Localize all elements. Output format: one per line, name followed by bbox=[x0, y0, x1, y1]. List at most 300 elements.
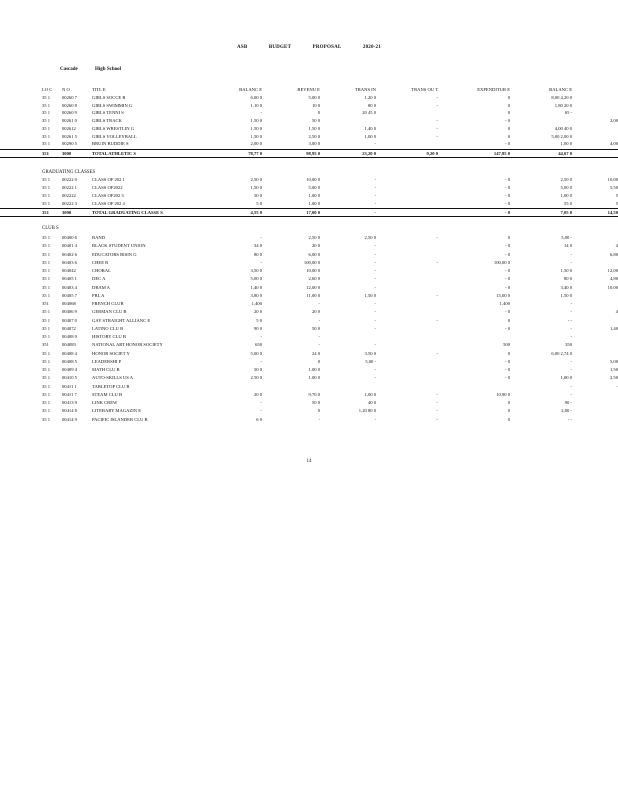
cell-over: 10,00 bbox=[607, 177, 618, 183]
cell-rev: 1,50 0 bbox=[308, 125, 320, 131]
cell-tin: - bbox=[374, 367, 376, 373]
cell-tin: - bbox=[374, 210, 376, 216]
cell-bale: 6,00 2,74 0 bbox=[551, 350, 572, 356]
cell-loc: 35 1 bbox=[42, 383, 51, 389]
cell-bal: 5 0 bbox=[256, 200, 262, 206]
cell-tin: 23,20 0 bbox=[362, 150, 376, 156]
table-row bbox=[0, 399, 618, 406]
cell-rev: 2,50 0 bbox=[308, 235, 320, 241]
cell-tin: - bbox=[374, 301, 376, 307]
cell-exp: - 0 bbox=[505, 141, 510, 147]
cell-tin: - bbox=[374, 185, 376, 191]
cell-tout: - bbox=[436, 118, 438, 124]
table-row bbox=[0, 242, 618, 249]
cell-tin: 3,50 0 bbox=[364, 350, 376, 356]
cell-rev: 6,00 0 bbox=[308, 251, 320, 257]
cell-loc: 35 1 bbox=[42, 235, 51, 241]
table-row bbox=[0, 308, 618, 315]
cell-bal: 1,50 0 bbox=[250, 133, 262, 139]
cell-tin: - bbox=[374, 251, 376, 257]
cell-no: 00401 4 bbox=[62, 243, 77, 249]
cell-loc: 35 1 bbox=[42, 268, 51, 274]
cell-title: CLASS OF 202 1 bbox=[92, 177, 125, 183]
table-row bbox=[0, 325, 618, 332]
cell-no: 00222 0 bbox=[62, 177, 77, 183]
col-trans-out: TRANS OU T bbox=[411, 87, 438, 92]
cell-rev: 10,00 0 bbox=[306, 177, 320, 183]
table-row bbox=[0, 292, 618, 299]
cell-title: STEAM CLU B bbox=[92, 391, 123, 397]
cell-title: TOTAL ATHLETIC S bbox=[92, 150, 136, 156]
cell-bal: 1,40 0 bbox=[250, 284, 262, 290]
cell-bal: - bbox=[260, 408, 262, 414]
table-row bbox=[0, 267, 618, 274]
cell-bal: 20 0 bbox=[253, 309, 262, 315]
cell-rev: 1,00 0 bbox=[308, 200, 320, 206]
cell-bale: - bbox=[570, 367, 572, 373]
col-title: TITL E bbox=[92, 87, 106, 92]
cell-rev: 1,00 0 bbox=[308, 367, 320, 373]
cell-bale: 2,50 0 bbox=[560, 177, 572, 183]
cell-bal: - bbox=[260, 235, 262, 241]
cell-over: 14,50 bbox=[607, 210, 618, 216]
table-row bbox=[0, 109, 618, 116]
cell-title: HONOR SOCIET Y bbox=[92, 350, 130, 356]
table-row bbox=[0, 350, 618, 357]
cell-title: TOTAL GRADUATING CLASSE S bbox=[92, 210, 163, 216]
cell-rev: 11,00 0 bbox=[306, 292, 320, 298]
cell-loc: 35 1 bbox=[42, 95, 51, 100]
cell-over: 5,00 bbox=[609, 358, 618, 364]
col-balance: BALANC E bbox=[239, 87, 262, 92]
cell-bale: - bbox=[570, 309, 572, 315]
cell-bal: 90 0 bbox=[253, 325, 262, 331]
cell-no: 00222 1 bbox=[62, 185, 77, 191]
cell-loc: 35 1 bbox=[42, 325, 51, 331]
cell-title: TABLETOP CLU B bbox=[92, 383, 130, 389]
cell-loc: 35 1 bbox=[42, 408, 51, 414]
clubs-heading: CLUB S bbox=[42, 226, 59, 232]
cell-exp: - 0 bbox=[505, 185, 510, 191]
cell-title: BLACK STUDENT UNION bbox=[92, 243, 146, 249]
cell-rev: - bbox=[318, 334, 320, 340]
classes-total-row bbox=[0, 208, 618, 217]
cell-no: 00405 7 bbox=[62, 292, 77, 298]
cell-loc: 35 1 bbox=[42, 350, 51, 356]
cell-no: 00411 7 bbox=[62, 391, 77, 397]
cell-no: 00261 5 bbox=[62, 133, 77, 139]
graduating-classes-heading: GRADUATING CLASSES bbox=[42, 169, 96, 175]
table-row bbox=[0, 192, 618, 199]
athletic-total-row bbox=[0, 149, 618, 158]
cell-bal: 50 0 bbox=[253, 192, 262, 198]
cell-title: GIRLS TENNI S bbox=[92, 110, 124, 116]
cell-rev: 0 bbox=[317, 408, 320, 414]
cell-bale: 1,50 0 bbox=[560, 292, 572, 298]
cell-title: BAND bbox=[92, 235, 106, 241]
col-balance-end: BALANC E bbox=[549, 87, 572, 92]
cell-bal: 78,77 0 bbox=[248, 150, 262, 156]
cell-rev: 100,00 0 bbox=[303, 259, 320, 265]
cell-bale: 1,80 20 0 bbox=[554, 102, 572, 108]
table-row bbox=[0, 200, 618, 207]
cell-bal: 6,00 0 bbox=[250, 95, 262, 100]
cell-bal: 6 0 bbox=[256, 416, 262, 422]
cell-over: 2,50 bbox=[609, 375, 618, 381]
cell-loc: 35 1 bbox=[42, 416, 51, 422]
cell-bale: - bbox=[570, 383, 572, 389]
cell-loc: 351 bbox=[42, 210, 49, 216]
cell-bale: - bbox=[570, 391, 572, 397]
cell-exp: 0 bbox=[507, 400, 510, 406]
cell-rev: 50 0 bbox=[311, 325, 320, 331]
table-row bbox=[0, 125, 618, 132]
cell-over: 4 bbox=[615, 243, 618, 249]
cell-tout: - bbox=[436, 259, 438, 265]
cell-exp: - 0 bbox=[505, 268, 510, 274]
cell-rev: 2,60 0 bbox=[308, 276, 320, 282]
table-row bbox=[0, 300, 618, 307]
cell-over: 1,50 bbox=[609, 367, 618, 373]
cell-title: CHORAL bbox=[92, 268, 111, 274]
cell-bale: - bbox=[570, 334, 572, 340]
cell-no: 3000 bbox=[62, 210, 72, 216]
cell-loc: 351 bbox=[42, 301, 49, 307]
cell-title: LATINO CLU B bbox=[92, 325, 124, 331]
cell-no: 00410 5 bbox=[62, 375, 77, 381]
cell-bale: 8,00 4,20 0 bbox=[551, 95, 572, 100]
cell-loc: 35 1 bbox=[42, 200, 51, 206]
cell-tin: - bbox=[374, 284, 376, 290]
cell-no: 00260 8 bbox=[62, 102, 77, 108]
cell-bale: 5,00 - bbox=[561, 235, 572, 241]
school-name bbox=[60, 66, 137, 73]
cell-tout: - bbox=[436, 125, 438, 131]
table-row bbox=[0, 407, 618, 414]
table-row bbox=[0, 102, 618, 109]
cell-loc: 35 1 bbox=[42, 118, 51, 124]
table-row bbox=[0, 275, 618, 282]
cell-rev: 9,70 0 bbox=[308, 391, 320, 397]
cell-loc: 35 1 bbox=[42, 185, 51, 191]
cell-bal: 1,50 0 bbox=[250, 118, 262, 124]
cell-no: 00290 5 bbox=[62, 141, 77, 147]
cell-exp: 1,400 bbox=[499, 301, 510, 307]
cell-bal: 1,50 0 bbox=[250, 185, 262, 191]
cell-bal: - bbox=[260, 358, 262, 364]
cell-bale: 2,00 - bbox=[561, 408, 572, 414]
cell-loc: 35 1 bbox=[42, 334, 51, 340]
cell-no: 00403 4 bbox=[62, 284, 77, 290]
cell-loc: 351 bbox=[42, 342, 49, 348]
cell-title: CLASS OF202 3 bbox=[92, 192, 124, 198]
cell-over: 4 bbox=[615, 309, 618, 315]
cell-rev: 24 0 bbox=[311, 350, 320, 356]
cell-tin: - bbox=[374, 309, 376, 315]
cell-loc: 35 1 bbox=[42, 284, 51, 290]
cell-rev: 20 0 bbox=[311, 243, 320, 249]
cell-over: 1,40 bbox=[609, 325, 618, 331]
cell-tin: 80 0 bbox=[367, 102, 376, 108]
cell-bale: 350 bbox=[565, 342, 572, 348]
cell-no: 004068 bbox=[62, 301, 76, 307]
cell-tin: 40 0 bbox=[367, 400, 376, 406]
cell-bale: 90 - bbox=[564, 400, 572, 406]
col-revenue: REVENU E bbox=[297, 87, 320, 92]
cell-loc: 35 1 bbox=[42, 192, 51, 198]
cell-exp: - 0 bbox=[505, 200, 510, 206]
cell-rev: 10 0 bbox=[311, 102, 320, 108]
cell-title: CHEE R bbox=[92, 259, 109, 265]
table-row bbox=[0, 374, 618, 381]
cell-exp: - 0 bbox=[505, 309, 510, 315]
table-row bbox=[0, 317, 618, 324]
cell-exp: - 0 bbox=[505, 367, 510, 373]
cell-no: 00405 1 bbox=[62, 276, 77, 282]
cell-loc: 35 1 bbox=[42, 391, 51, 397]
cell-title: LITERARY MAGAZIN E bbox=[92, 408, 142, 414]
cell-tin: - bbox=[374, 276, 376, 282]
cell-over: 2,00 bbox=[609, 118, 618, 124]
cell-title: NATIONAL ART HONOR SOCIETY bbox=[92, 342, 163, 348]
cell-no: 00260 9 bbox=[62, 110, 77, 116]
table-row bbox=[0, 176, 618, 183]
cell-no: 00222 3 bbox=[62, 200, 77, 206]
cell-rev: 50 0 bbox=[311, 118, 320, 124]
cell-rev: 10,00 0 bbox=[306, 268, 320, 274]
report-title bbox=[0, 44, 618, 51]
cell-tin: - bbox=[374, 177, 376, 183]
title-asb: ASB bbox=[237, 45, 248, 50]
cell-loc: 35 1 bbox=[42, 102, 51, 108]
cell-title: GAY STRAIGHT ALLIANC E bbox=[92, 317, 151, 323]
cell-loc: 35 1 bbox=[42, 251, 51, 257]
cell-over: - bbox=[616, 383, 618, 389]
cell-loc: 35 1 bbox=[42, 358, 51, 364]
cell-exp: - 0 bbox=[505, 325, 510, 331]
cell-exp: - 0 bbox=[505, 375, 510, 381]
cell-no: 002222 bbox=[62, 192, 76, 198]
cell-title: CLASS OF 202 4 bbox=[92, 200, 125, 206]
cell-tout: - bbox=[436, 102, 438, 108]
cell-bale: 1,50 0 bbox=[560, 268, 572, 274]
cell-rev: 98,95 0 bbox=[306, 150, 320, 156]
cell-exp: 0 bbox=[507, 317, 510, 323]
col-no: N O bbox=[62, 87, 70, 92]
cell-bal: 80 0 bbox=[253, 251, 262, 257]
cell-bale: - bbox=[570, 301, 572, 307]
cell-exp: - 0 bbox=[505, 243, 510, 249]
cell-bal: 2,50 0 bbox=[250, 177, 262, 183]
cell-tout: 9,20 0 bbox=[426, 150, 438, 156]
cell-loc: 35 1 bbox=[42, 141, 51, 147]
cell-title: AUTO-SKILLS US A bbox=[92, 375, 134, 381]
cell-no: 00414 8 bbox=[62, 408, 77, 414]
cell-exp: - 0 bbox=[505, 284, 510, 290]
table-row bbox=[0, 366, 618, 373]
cell-no: 00400 6 bbox=[62, 235, 77, 241]
cell-loc: 35 1 bbox=[42, 400, 51, 406]
cell-tin: - bbox=[374, 192, 376, 198]
cell-exp: - 0 bbox=[505, 276, 510, 282]
cell-title: GIRLS WRESTLIN G bbox=[92, 125, 135, 131]
cell-bale: - - bbox=[567, 317, 572, 323]
cell-no: 00408 0 bbox=[62, 334, 77, 340]
cell-tin: 1,40 0 bbox=[364, 125, 376, 131]
cell-bal: 3,80 0 bbox=[250, 292, 262, 298]
cell-tin: - bbox=[374, 141, 376, 147]
cell-bale: 55 0 bbox=[563, 200, 572, 206]
school-level-text: High School bbox=[95, 67, 122, 72]
cell-tin: - bbox=[374, 243, 376, 249]
cell-bale: 1,00 0 bbox=[560, 141, 572, 147]
cell-tin: - bbox=[374, 375, 376, 381]
cell-title: CLASS OF2022 bbox=[92, 185, 123, 191]
cell-no: 00411 1 bbox=[62, 383, 77, 389]
cell-exp: 500 bbox=[503, 342, 510, 348]
cell-over: 6,80 bbox=[609, 251, 618, 257]
cell-bal: 5,00 0 bbox=[250, 350, 262, 356]
cell-no: 00409 4 bbox=[62, 367, 77, 373]
cell-bale: 3,40 0 bbox=[560, 284, 572, 290]
cell-rev: 2,50 0 bbox=[308, 133, 320, 139]
cell-title: LEADERSHI P bbox=[92, 358, 122, 364]
cell-bale: - bbox=[570, 358, 572, 364]
cell-tin: - bbox=[374, 259, 376, 265]
cell-tin: 1,20 0 bbox=[364, 95, 376, 100]
cell-loc: 35 1 bbox=[42, 133, 51, 139]
table-row bbox=[0, 140, 618, 147]
cell-bal: 1,50 0 bbox=[250, 125, 262, 131]
cell-title: GIRLS VOLLEYBALL bbox=[92, 133, 137, 139]
cell-no: 00261 0 bbox=[62, 118, 77, 124]
cell-tin: 1,50 0 bbox=[364, 292, 376, 298]
cell-no: 00408 4 bbox=[62, 350, 77, 356]
cell-exp: 0 bbox=[507, 235, 510, 241]
cell-loc: 35 1 bbox=[42, 259, 51, 265]
cell-exp: 0 bbox=[507, 133, 510, 139]
cell-rev: - bbox=[318, 301, 320, 307]
cell-exp: 0 bbox=[507, 416, 510, 422]
table-row bbox=[0, 383, 618, 390]
cell-over: 4,00 bbox=[609, 141, 618, 147]
cell-rev: 0 bbox=[317, 110, 320, 116]
cell-over: 10,00 bbox=[607, 284, 618, 290]
cell-no: 00413 9 bbox=[62, 400, 77, 406]
cell-bale: - bbox=[570, 325, 572, 331]
cell-bal: 650 bbox=[255, 342, 262, 348]
cell-title: GERMAN CLU B bbox=[92, 309, 127, 315]
cell-bale: 5,00 0 bbox=[560, 185, 572, 191]
cell-tin: - bbox=[374, 268, 376, 274]
cell-no: 3000 bbox=[62, 150, 72, 156]
cell-rev: 12,00 0 bbox=[306, 284, 320, 290]
cell-bale: 5,00 2,00 0 bbox=[551, 133, 572, 139]
cell-bal: 2,00 0 bbox=[250, 141, 262, 147]
cell-loc: 35 1 bbox=[42, 375, 51, 381]
table-row bbox=[0, 341, 618, 348]
school-name-text: Cascade bbox=[60, 67, 78, 72]
cell-exp: 0 bbox=[507, 125, 510, 131]
cell-tout: - bbox=[436, 95, 438, 100]
cell-tout: - bbox=[436, 235, 438, 241]
cell-no: 00260 7 bbox=[62, 95, 77, 100]
cell-rev: 0 bbox=[317, 358, 320, 364]
cell-title: GIRLS SOCCE R bbox=[92, 95, 126, 100]
cell-over: 4,80 bbox=[609, 276, 618, 282]
cell-rev: 1,00 0 bbox=[308, 192, 320, 198]
cell-rev: - bbox=[318, 317, 320, 323]
cell-bal: 34 0 bbox=[253, 243, 262, 249]
cell-title: DRAM A bbox=[92, 284, 110, 290]
cell-bale: 4,00 40 0 bbox=[554, 125, 572, 131]
cell-exp: 100,00 0 bbox=[493, 259, 510, 265]
cell-rev: 3,00 0 bbox=[308, 141, 320, 147]
cell-tout: - bbox=[436, 350, 438, 356]
cell-bal: - bbox=[260, 334, 262, 340]
cell-bal: - bbox=[260, 259, 262, 265]
cell-rev: 17,00 0 bbox=[306, 210, 320, 216]
cell-loc: 35 1 bbox=[42, 367, 51, 373]
cell-no: 00403 6 bbox=[62, 259, 77, 265]
col-loc: LO C bbox=[42, 87, 53, 92]
cell-title: FRENCH CLUB bbox=[92, 301, 124, 307]
cell-bale: 65 - bbox=[564, 110, 572, 116]
column-header-row bbox=[0, 86, 618, 94]
cell-bale: - - bbox=[567, 416, 572, 422]
cell-exp: 0 bbox=[507, 95, 510, 100]
cell-exp: 0 bbox=[507, 350, 510, 356]
cell-no: 00406 9 bbox=[62, 309, 77, 315]
cell-over: 5,50 bbox=[609, 185, 618, 191]
cell-title: GIRLS TRACK bbox=[92, 118, 122, 124]
cell-exp: - 0 bbox=[505, 192, 510, 198]
table-row bbox=[0, 234, 618, 241]
cell-loc: 35 1 bbox=[42, 110, 51, 116]
cell-exp: 0 bbox=[507, 110, 510, 116]
cell-over: 12,00 bbox=[607, 268, 618, 274]
cell-bal: - bbox=[260, 400, 262, 406]
title-proposal: PROPOSAL bbox=[312, 45, 342, 50]
cell-tin: 5,00 - bbox=[365, 358, 376, 364]
cell-title: FBL A bbox=[92, 292, 105, 298]
cell-exp: - 0 bbox=[505, 210, 510, 216]
cell-tout: - bbox=[436, 416, 438, 422]
cell-exp: - 0 bbox=[505, 118, 510, 124]
cell-bal: - bbox=[260, 110, 262, 116]
cell-tin: 1,00 0 bbox=[364, 391, 376, 397]
cell-exp: - 0 bbox=[505, 177, 510, 183]
cell-tout: - bbox=[436, 408, 438, 414]
table-row bbox=[0, 184, 618, 191]
cell-tout: - bbox=[436, 317, 438, 323]
cell-bale: 1,00 0 bbox=[560, 375, 572, 381]
cell-rev: 50 0 bbox=[311, 400, 320, 406]
cell-title: HISTORY CLU B bbox=[92, 334, 126, 340]
cell-no: 00408 5 bbox=[62, 358, 77, 364]
cell-tout: - bbox=[436, 133, 438, 139]
cell-bale: - bbox=[570, 251, 572, 257]
table-row bbox=[0, 94, 618, 101]
table-row bbox=[0, 259, 618, 266]
table-row bbox=[0, 358, 618, 365]
cell-bal: 2,50 0 bbox=[250, 375, 262, 381]
cell-tout: - bbox=[436, 292, 438, 298]
table-row bbox=[0, 391, 618, 398]
cell-loc: 35 1 bbox=[42, 125, 51, 131]
cell-title: BRUIN BUDDIE S bbox=[92, 141, 129, 147]
cell-exp: 15,00 0 bbox=[496, 292, 510, 298]
